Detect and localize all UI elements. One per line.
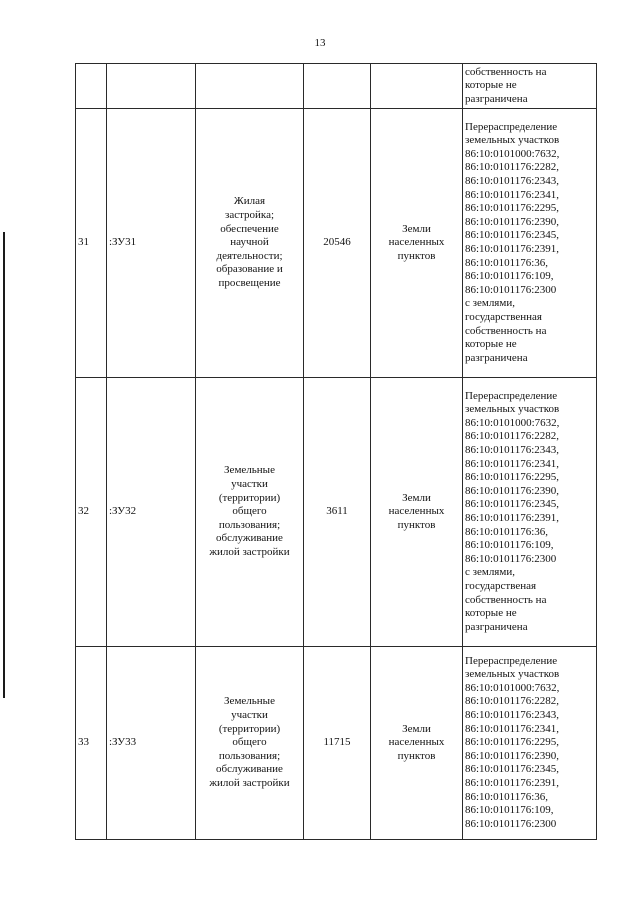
cell-line: 86:10:0101176:2282,: [465, 161, 560, 174]
cell-line: населенных: [388, 505, 445, 518]
cell-line: с землями,: [465, 297, 515, 310]
cell-line: Земельные: [224, 695, 275, 708]
table-row: [76, 647, 597, 840]
cell-line: которые не: [465, 79, 517, 92]
cell-line: 86:10:0101176:2282,: [465, 430, 560, 443]
cell-line: образование и: [216, 263, 283, 276]
cell-line: 86:10:0101176:2300: [465, 283, 557, 296]
cell-line: земельных участков: [465, 134, 560, 147]
cell-plot-code: :ЗУ32: [107, 378, 196, 647]
cell-line: собственность на: [465, 65, 547, 78]
cell-line: 86:10:0101176:36,: [465, 256, 549, 269]
cell-line: 86:10:0101176:2300: [465, 817, 557, 830]
cell-line: Перераспределение: [465, 389, 558, 402]
page-number: 13: [314, 37, 326, 49]
cell-line: Земли: [402, 722, 431, 735]
cell-land-category: [371, 647, 463, 840]
cell-line: 86:10:0101176:109,: [465, 270, 554, 283]
cell-line: жилой застройки: [209, 776, 290, 789]
cell-line: 86:10:0101176:2295,: [465, 471, 560, 484]
cell-line: пользования;: [218, 749, 281, 762]
cell-line: общего: [232, 736, 267, 749]
table-row: [76, 378, 597, 647]
cell-line: (территории): [218, 722, 281, 735]
cell-line: Перераспределение: [465, 120, 558, 133]
cell-line: разграничена: [465, 351, 528, 364]
cell-line: деятельности;: [216, 249, 283, 262]
cell-line: земельных участков: [465, 403, 560, 416]
cell-line: 86:10:0101176:2345,: [465, 763, 560, 776]
cell-line: 86:10:0101176:2390,: [465, 215, 560, 228]
cell-number: 31: [76, 109, 107, 378]
cell-line: населенных: [388, 236, 445, 249]
cell-line: (территории): [218, 491, 281, 504]
table-row: [76, 64, 597, 109]
cell-line: 86:10:0101176:2341,: [465, 457, 560, 470]
cell-line: 86:10:0101000:7632,: [465, 681, 560, 694]
cell-line: обслуживание: [216, 532, 283, 545]
cell-line: 86:10:0101000:7632,: [465, 416, 560, 429]
cell-line: участки: [231, 478, 268, 491]
cell-line: собственность на: [465, 324, 547, 337]
cell-line: населенных: [388, 736, 445, 749]
cell-land-category: [371, 109, 463, 378]
cell-line: 86:10:0101176:2345,: [465, 229, 560, 242]
cell-line: участки: [231, 709, 268, 722]
cell-line: 86:10:0101176:2282,: [465, 695, 560, 708]
cell-formation-method: [463, 378, 597, 647]
cell-line: 86:10:0101176:109,: [465, 804, 554, 817]
cell-area: 11715: [304, 647, 371, 840]
cell-line: которые не: [465, 338, 517, 351]
cell-line: 86:10:0101000:7632,: [465, 147, 560, 160]
cell-line: 86:10:0101176:2343,: [465, 709, 560, 722]
cell-line: 86:10:0101176:36,: [465, 525, 549, 538]
cell-land-category: [371, 64, 463, 109]
cell-permitted-use: [196, 109, 304, 378]
cell-permitted-use: [196, 64, 304, 109]
cell-line: 86:10:0101176:2295,: [465, 736, 560, 749]
cell-line: пунктов: [397, 518, 436, 531]
cell-plot-code: [107, 64, 196, 109]
cell-formation-method: [463, 64, 597, 109]
cell-line: пользования;: [218, 518, 281, 531]
cell-line: государственная: [465, 310, 542, 323]
cell-line: 86:10:0101176:2341,: [465, 188, 560, 201]
cell-formation-method: [463, 109, 597, 378]
cell-area: 3611: [304, 378, 371, 647]
cell-line: обслуживание: [216, 763, 283, 776]
cell-line: 86:10:0101176:2390,: [465, 749, 560, 762]
cell-line: застройка;: [224, 209, 275, 222]
cell-formation-method: [463, 647, 597, 840]
cell-line: Перераспределение: [465, 654, 558, 667]
cell-line: пунктов: [397, 249, 436, 262]
cell-line: пунктов: [397, 749, 436, 762]
cell-line: Земли: [402, 222, 431, 235]
cell-line: государственая: [465, 579, 537, 592]
scan-margin-bar: [3, 232, 5, 698]
cell-line: 86:10:0101176:2343,: [465, 444, 560, 457]
cell-land-category: [371, 378, 463, 647]
cell-line: 86:10:0101176:2295,: [465, 202, 560, 215]
cell-line: научной: [230, 236, 269, 249]
cell-line: которые не: [465, 607, 517, 620]
cell-number: 32: [76, 378, 107, 647]
cell-line: собственность на: [465, 593, 547, 606]
cell-number: 33: [76, 647, 107, 840]
cell-plot-code: :ЗУ31: [107, 109, 196, 378]
cell-line: 86:10:0101176:2391,: [465, 512, 560, 524]
cell-line: разграничена: [465, 620, 528, 633]
cell-line: обеспечение: [220, 222, 279, 235]
cell-area: 20546: [304, 109, 371, 378]
cell-permitted-use: [196, 378, 304, 647]
cell-line: 86:10:0101176:36,: [465, 790, 549, 803]
cell-line: общего: [232, 505, 267, 518]
cell-plot-code: :ЗУ33: [107, 647, 196, 840]
cell-line: 86:10:0101176:2341,: [465, 722, 560, 735]
cell-line: Земельные: [224, 464, 275, 477]
cell-line: Земли: [402, 491, 431, 504]
table-row: [76, 109, 597, 378]
cell-area: [304, 64, 371, 109]
cell-line: Жилая: [233, 195, 266, 208]
cell-permitted-use: [196, 647, 304, 840]
cell-line: 86:10:0101176:2390,: [465, 484, 560, 497]
cell-line: 86:10:0101176:2343,: [465, 175, 560, 188]
cell-line: разграничена: [465, 92, 528, 105]
cell-line: земельных участков: [465, 668, 560, 681]
cell-line: 86:10:0101176:2391,: [465, 776, 560, 789]
cell-line: просвещение: [218, 276, 281, 289]
cell-line: 86:10:0101176:2391,: [465, 243, 560, 255]
land-plots-table: [75, 63, 597, 840]
cell-line: 86:10:0101176:109,: [465, 539, 554, 552]
cell-line: 86:10:0101176:2300: [465, 552, 557, 565]
cell-line: жилой застройки: [209, 545, 290, 558]
cell-line: 86:10:0101176:2345,: [465, 498, 560, 511]
cell-line: с землями,: [465, 566, 515, 579]
cell-number: [76, 64, 107, 109]
